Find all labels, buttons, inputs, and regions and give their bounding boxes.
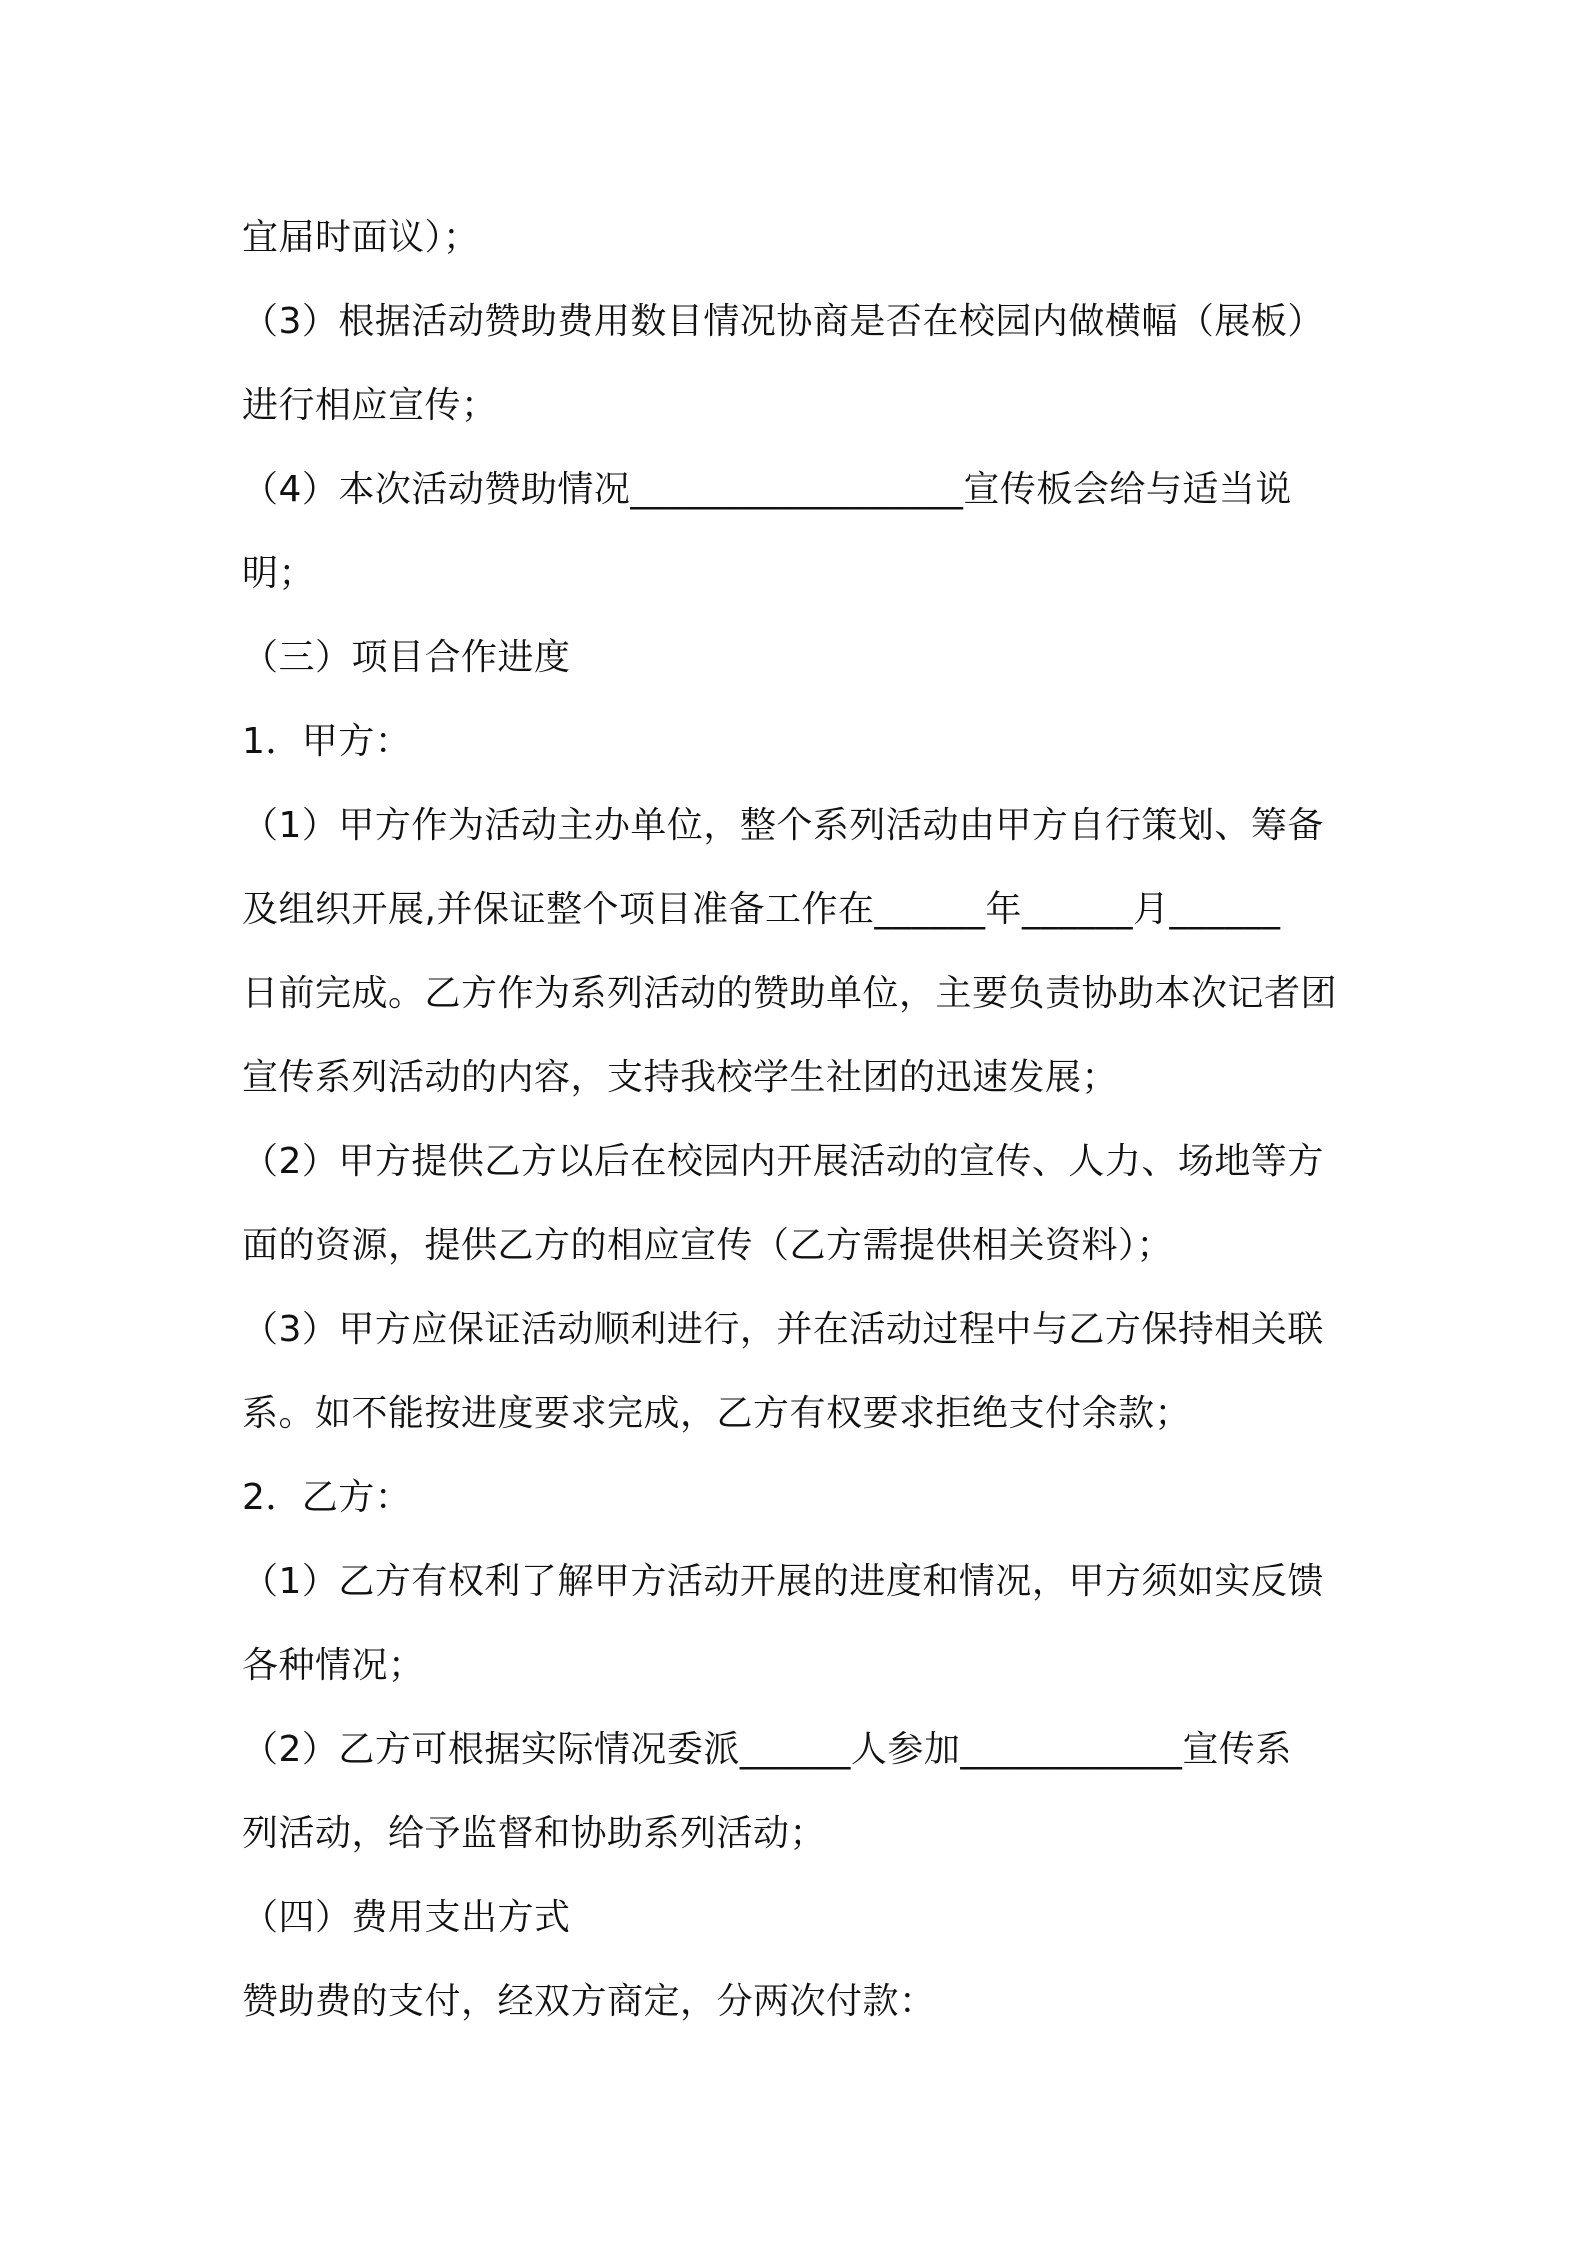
text-line: （3）甲方应保证活动顺利进行，并在活动过程中与乙方保持相关联 xyxy=(242,1309,1324,1350)
document-body xyxy=(242,196,1352,2044)
section-heading: （四）费用支出方式 xyxy=(242,1897,571,1938)
text-line: 日前完成。乙方作为系列活动的赞助单位，主要负责协助本次记者团 xyxy=(242,973,1338,1014)
text-line: 及组织开展,并保证整个项目准备工作在______年______月______ xyxy=(242,889,1281,930)
text-line: （2）乙方可根据实际情况委派______人参加____________宣传系 xyxy=(242,1729,1292,1770)
text-line: 明； xyxy=(242,553,316,594)
text-line: 各种情况； xyxy=(242,1645,425,1686)
section-heading: （三）项目合作进度 xyxy=(242,637,571,678)
subsection-heading: 2．乙方： xyxy=(242,1477,412,1518)
text-line: （2）甲方提供乙方以后在校园内开展活动的宣传、人力、场地等方 xyxy=(242,1141,1324,1182)
text-line: （1）乙方有权利了解甲方活动开展的进度和情况，甲方须如实反馈 xyxy=(242,1561,1324,1602)
text-line: 宣传系列活动的内容，支持我校学生社团的迅速发展； xyxy=(242,1057,1119,1098)
text-line: （3）根据活动赞助费用数目情况协商是否在校园内做横幅（展板） xyxy=(242,301,1324,342)
text-line: （1）甲方作为活动主办单位，整个系列活动由甲方自行策划、筹备 xyxy=(242,805,1324,846)
subsection-heading: 1．甲方： xyxy=(242,721,412,762)
text-line: 系。如不能按进度要求完成，乙方有权要求拒绝支付余款； xyxy=(242,1393,1192,1434)
text-line: 面的资源，提供乙方的相应宣传（乙方需提供相关资料）； xyxy=(242,1225,1174,1266)
text-line: 进行相应宣传； xyxy=(242,385,498,426)
text-line: 宜届时面议）； xyxy=(242,217,480,258)
text-line: 赞助费的支付，经双方商定，分两次付款： xyxy=(242,1981,936,2022)
text-line: 列活动，给予监督和协助系列活动； xyxy=(242,1813,827,1854)
text-line: （4）本次活动赞助情况__________________宣传板会给与适当说 xyxy=(242,469,1292,510)
